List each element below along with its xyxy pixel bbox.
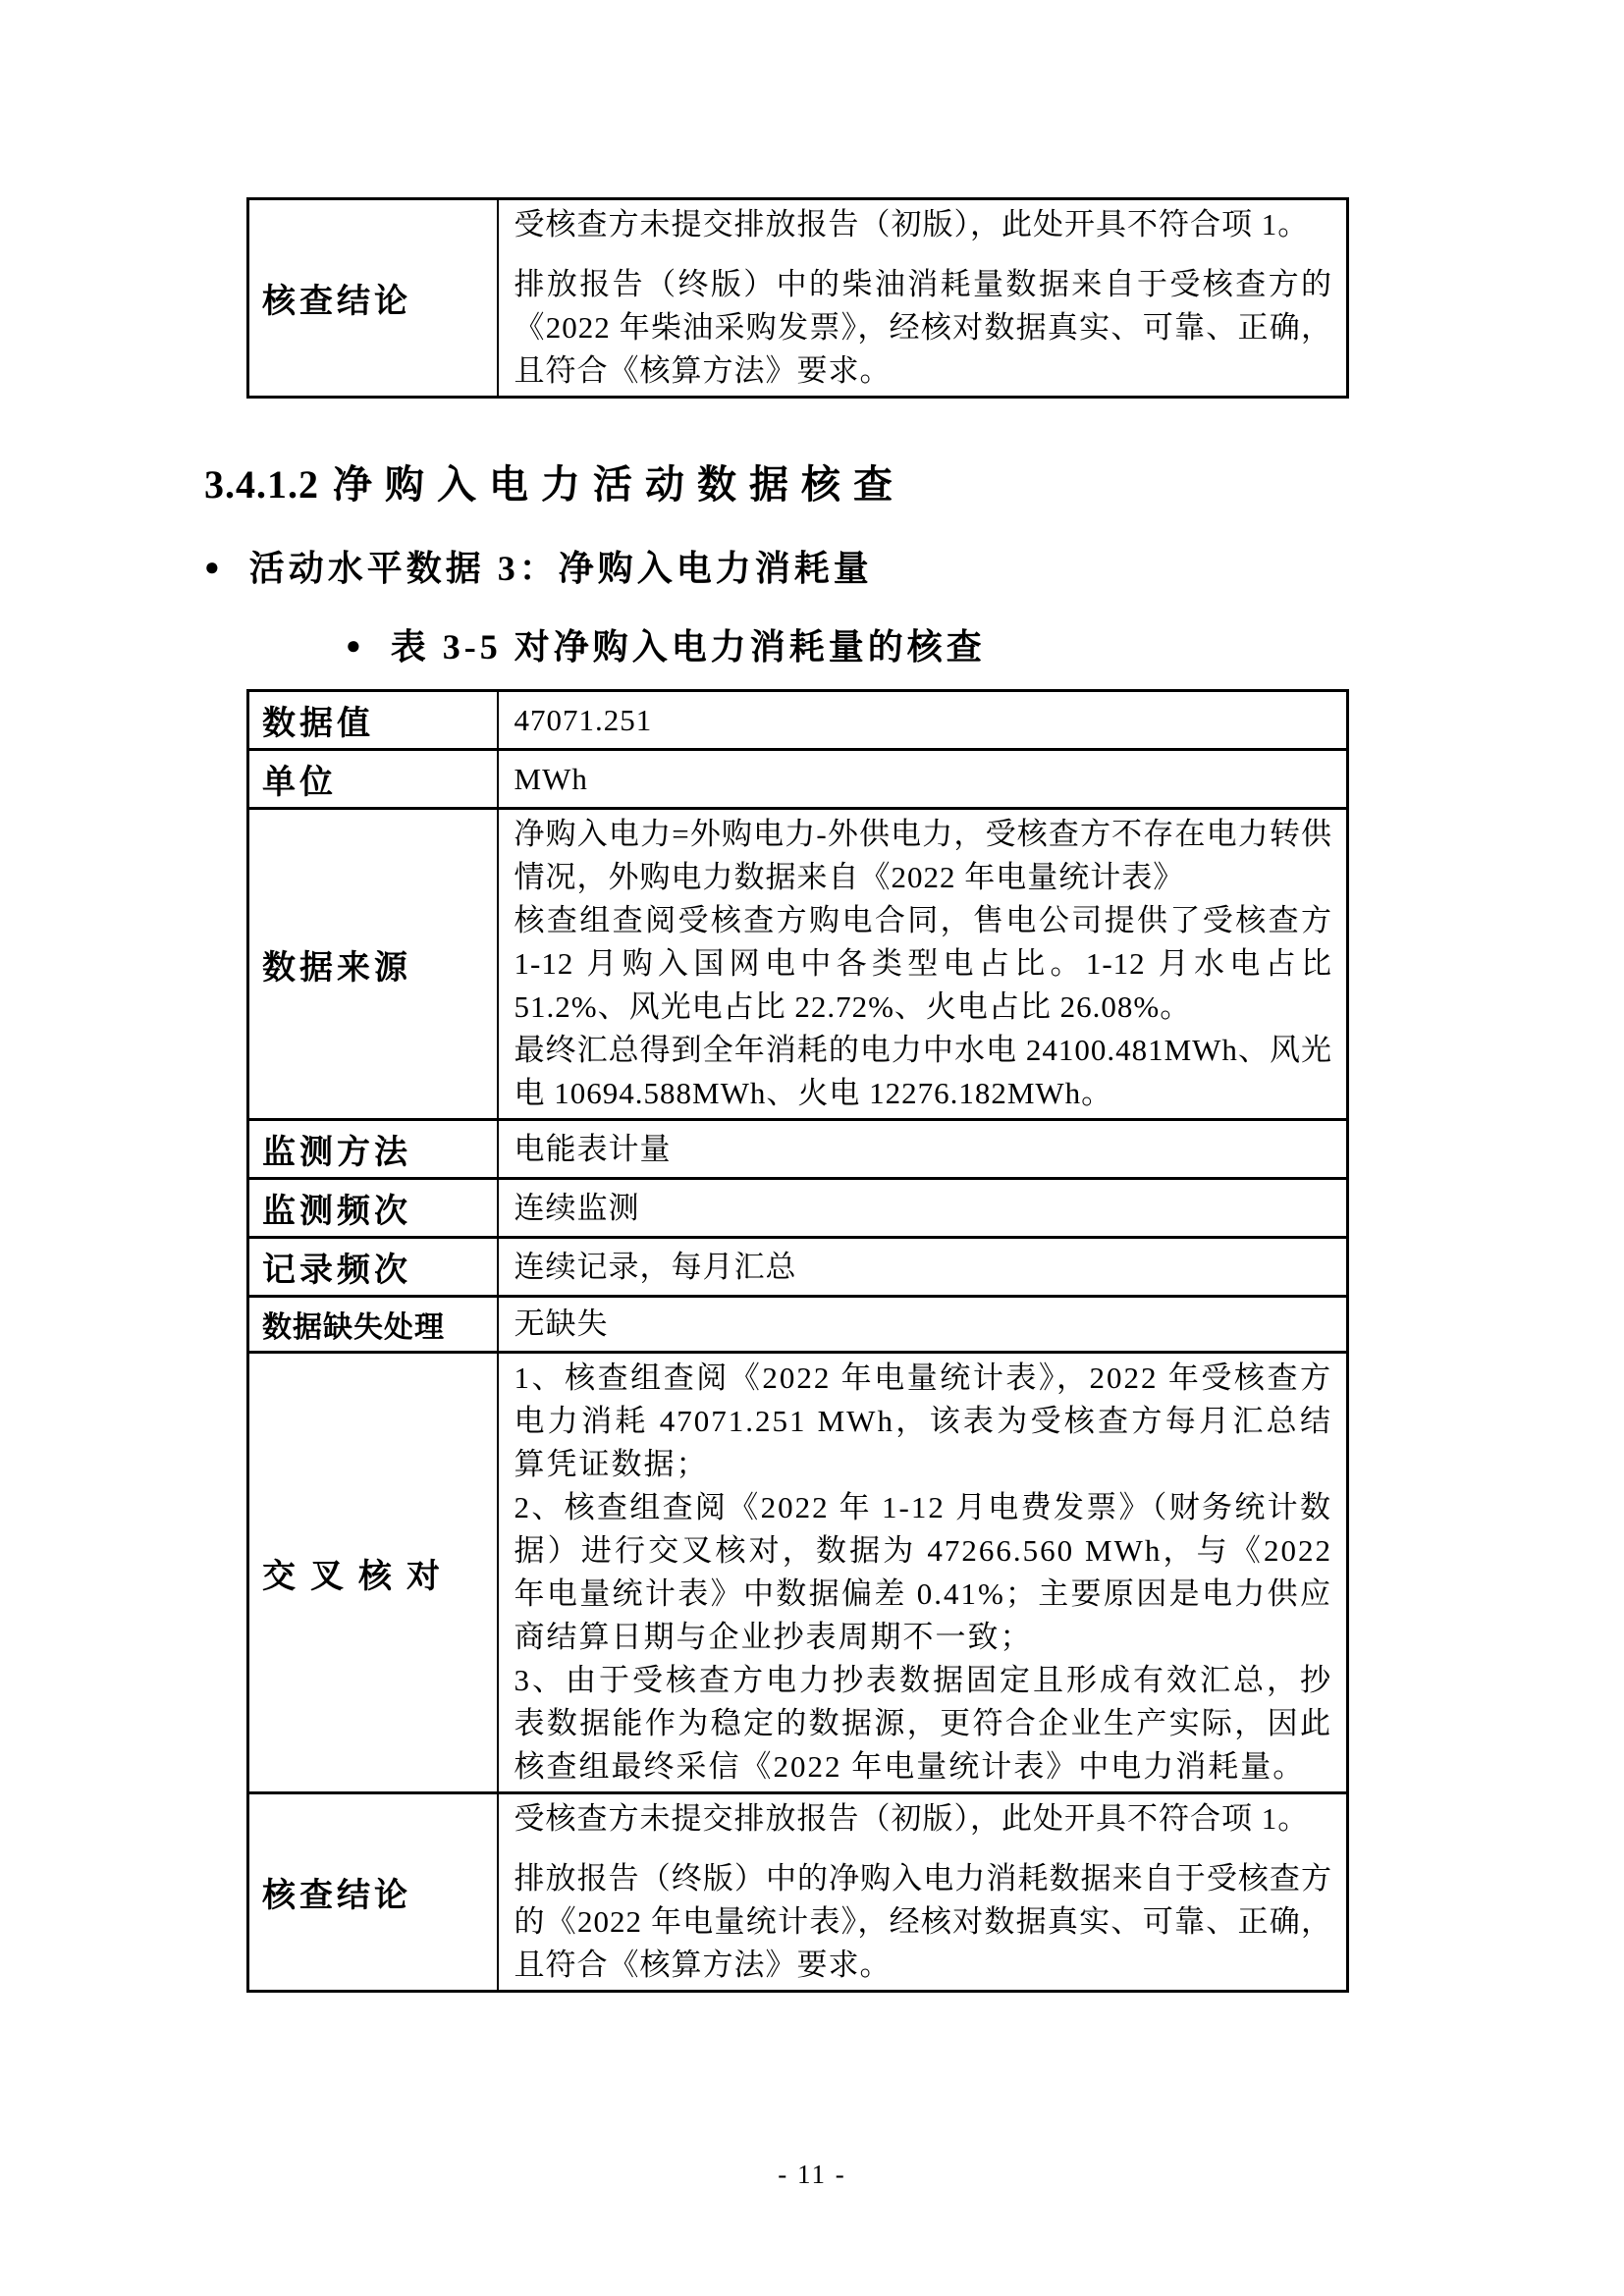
data-source-paragraph: 核查组查阅受核查方购电合同，售电公司提供了受核查方 1-12 月购入国网电中各类型电占比。1-12 月水电占比 51.2%、风光电占比 22.72%、火电占比 26.08%。 bbox=[514, 903, 1332, 1024]
conclusion-row-label: 核查结论 bbox=[248, 199, 498, 398]
verification-conclusion-label: 核查结论 bbox=[248, 1793, 498, 1992]
monitoring-frequency-content: 连续监测 bbox=[498, 1179, 1348, 1238]
bullet-icon: ● bbox=[204, 553, 220, 581]
section-title: 净购入电力活动数据核查 bbox=[333, 462, 905, 507]
monitoring-method-label: 监测方法 bbox=[248, 1120, 498, 1179]
table-3-5 bbox=[246, 689, 1349, 1993]
data-source-content bbox=[498, 809, 1348, 1120]
monitoring-frequency-label: 监测频次 bbox=[248, 1179, 498, 1238]
data-source-label: 数据来源 bbox=[248, 809, 498, 1120]
recording-frequency-content: 连续记录，每月汇总 bbox=[498, 1238, 1348, 1297]
table-caption-bullet-line bbox=[346, 619, 986, 669]
cross-check-paragraph: 2、核查组查阅《2022 年 1-12 月电费发票》（财务统计数据）进行交叉核对，数据为 47266.560 MWh，与《2022 年电量统计表》中数据偏差 0.41%；主要原因是电力供应商结算日期与企业抄表周期不一致； bbox=[514, 1490, 1332, 1654]
verification-conclusion-paragraph: 排放报告（终版）中的净购入电力消耗数据来自于受核查方的《2022 年电量统计表》，经核对数据真实、可靠、正确，且符合《核算方法》要求。 bbox=[514, 1861, 1332, 1982]
table-row-missing-data bbox=[248, 1297, 1348, 1353]
conclusion-paragraph: 排放报告（终版）中的柴油消耗量数据来自于受核查方的《2022 年柴油采购发票》，经核对数据真实、可靠、正确，且符合《核算方法》要求。 bbox=[514, 267, 1332, 388]
cross-check-label: 交叉核对 bbox=[248, 1353, 498, 1793]
table-row-monitoring-method bbox=[248, 1120, 1348, 1179]
table-row-cross-check bbox=[248, 1353, 1348, 1793]
missing-data-content: 无缺失 bbox=[498, 1297, 1348, 1353]
cross-check-paragraph: 3、由于受核查方电力抄表数据固定且形成有效汇总，抄表数据能作为稳定的数据源，更符合企业生产实际，因此核查组最终采信《2022 年电量统计表》中电力消耗量。 bbox=[514, 1663, 1332, 1784]
monitoring-method-content: 电能表计量 bbox=[498, 1120, 1348, 1179]
verification-conclusion-content bbox=[498, 1793, 1348, 1992]
table-row-verification-conclusion bbox=[248, 1793, 1348, 1992]
cross-check-paragraph: 1、核查组查阅《2022 年电量统计表》，2022 年受核查方电力消耗 47071.251 MWh，该表为受核查方每月汇总结算凭证数据； bbox=[514, 1361, 1332, 1481]
verification-conclusion-paragraph: 受核查方未提交排放报告（初版），此处开具不符合项 1。 bbox=[514, 1801, 1310, 1836]
table-row bbox=[248, 199, 1348, 398]
table-row-monitoring-frequency bbox=[248, 1179, 1348, 1238]
activity-data-bullet-text: 活动水平数据 3：净购入电力消耗量 bbox=[248, 549, 873, 588]
conclusion-row-content bbox=[498, 199, 1348, 398]
activity-data-bullet-line bbox=[204, 541, 873, 591]
table-row-data-value bbox=[248, 691, 1348, 750]
data-source-paragraph: 最终汇总得到全年消耗的电力中水电 24100.481MWh、风光电 10694.588MWh、火电 12276.182MWh。 bbox=[514, 1033, 1332, 1110]
data-value-label: 数据值 bbox=[248, 691, 498, 750]
missing-data-label: 数据缺失处理 bbox=[248, 1297, 498, 1353]
data-value-content: 47071.251 bbox=[498, 691, 1348, 750]
page-number: - 11 - bbox=[778, 2160, 846, 2189]
table-row-data-source bbox=[248, 809, 1348, 1120]
section-heading bbox=[204, 454, 905, 509]
data-source-paragraph: 净购入电力=外购电力-外供电力，受核查方不存在电力转供情况，外购电力数据来自《2022 年电量统计表》 bbox=[514, 817, 1332, 894]
section-number: 3.4.1.2 bbox=[204, 462, 319, 507]
conclusion-paragraph: 受核查方未提交排放报告（初版），此处开具不符合项 1。 bbox=[514, 207, 1310, 241]
unit-content: MWh bbox=[498, 750, 1348, 809]
table-3-5-caption: 表 3-5 对净购入电力消耗量的核查 bbox=[390, 627, 986, 667]
recording-frequency-label: 记录频次 bbox=[248, 1238, 498, 1297]
table-row-recording-frequency bbox=[248, 1238, 1348, 1297]
bullet-icon: ● bbox=[346, 631, 361, 660]
continued-conclusion-table bbox=[246, 197, 1349, 399]
unit-label: 单位 bbox=[248, 750, 498, 809]
table-row-unit bbox=[248, 750, 1348, 809]
cross-check-content bbox=[498, 1353, 1348, 1793]
